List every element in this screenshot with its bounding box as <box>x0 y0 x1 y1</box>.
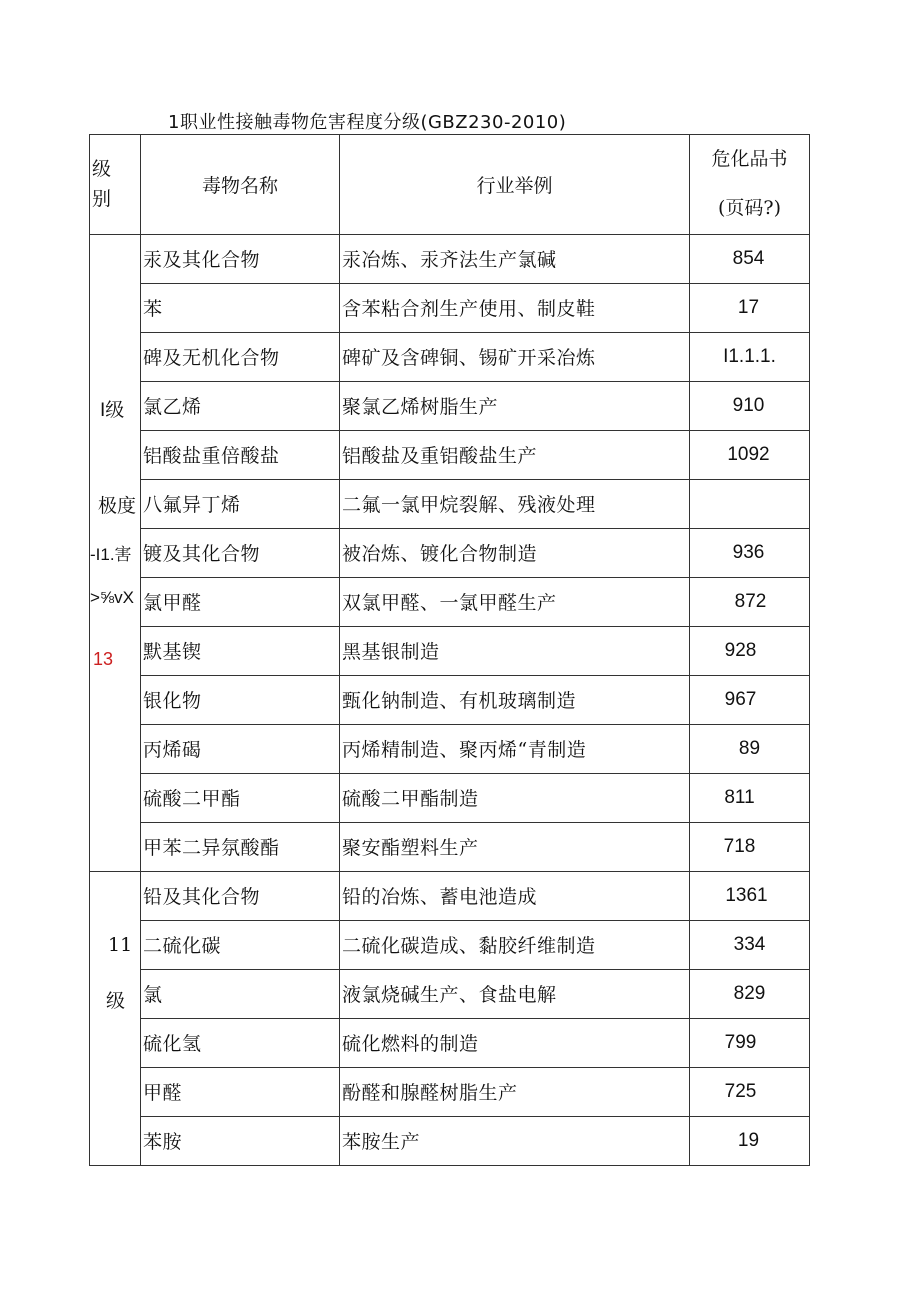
page-ref <box>690 1067 810 1116</box>
toxin-name: 氯甲醛 <box>141 577 340 626</box>
page-ref-value: 910 <box>732 394 765 416</box>
header-grade-line2: 别 <box>92 188 112 211</box>
header-page-line2: (页码?) <box>717 197 781 220</box>
industry-example: 酚醛和腺醛树脂生产 <box>340 1067 690 1116</box>
industry-example: 聚安酯塑料生产 <box>340 822 690 871</box>
page-ref-value: 799 <box>724 1031 757 1053</box>
toxin-name: 镀及其化合物 <box>141 528 340 577</box>
grade-1-label: I级 <box>100 399 125 421</box>
toxin-name: 甲苯二异氛酸酯 <box>141 822 340 871</box>
table-row <box>90 773 810 822</box>
table-row <box>90 822 810 871</box>
page-ref-value: 811 <box>724 786 755 808</box>
toxin-name: 铅及其化合物 <box>141 871 340 920</box>
page-ref <box>690 479 810 528</box>
page-ref-value: 936 <box>732 541 765 563</box>
page-ref-value: 928 <box>724 639 757 661</box>
page-ref <box>690 1018 810 1067</box>
toxin-name: 碑及无机化合物 <box>141 332 340 381</box>
toxin-name: 默基锲 <box>141 626 340 675</box>
table-row <box>90 234 810 283</box>
header-industry-example: 行业举例 <box>340 135 690 235</box>
grade-1-red-number: 13 <box>93 648 114 669</box>
table-row <box>90 724 810 773</box>
table-row <box>90 1018 810 1067</box>
grade-1-sub-label: 极度 <box>98 494 137 517</box>
toxin-name: 丙烯碣 <box>141 724 340 773</box>
industry-example: 二氟一氯甲烷裂解、残液处理 <box>340 479 690 528</box>
industry-example: 含苯粘合剂生产使用、制皮鞋 <box>340 283 690 332</box>
table-row <box>90 1067 810 1116</box>
toxin-name: 八氟异丁烯 <box>141 479 340 528</box>
toxicity-table <box>89 134 810 1166</box>
industry-example: 硫酸二甲酯制造 <box>340 773 690 822</box>
page-ref <box>690 724 810 773</box>
table-row <box>90 626 810 675</box>
page-ref <box>690 969 810 1018</box>
page-ref-value: 19 <box>737 1129 760 1151</box>
header-toxin-name: 毒物名称 <box>141 135 340 235</box>
page-ref <box>690 430 810 479</box>
table-row <box>90 528 810 577</box>
table-row <box>90 283 810 332</box>
document-title: 1职业性接触毒物危害程度分级(GBZ230-2010) <box>168 112 567 133</box>
table-row <box>90 1116 810 1165</box>
page-ref <box>690 1116 810 1165</box>
page-ref <box>690 920 810 969</box>
page-ref-value: 718 <box>723 835 756 857</box>
industry-example: 丙烯精制造、聚丙烯“青制造 <box>340 724 690 773</box>
industry-example: 硫化燃料的制造 <box>340 1018 690 1067</box>
page-ref <box>690 675 810 724</box>
table-header-row <box>90 135 810 235</box>
page-ref <box>690 871 810 920</box>
page-ref-value: 89 <box>738 737 761 759</box>
table-row <box>90 969 810 1018</box>
toxin-name: 银化物 <box>141 675 340 724</box>
page-ref <box>690 822 810 871</box>
page-ref-value: 17 <box>737 296 760 318</box>
grade-1-cell <box>90 234 141 871</box>
grade-1-garbled-text-2: >⅝vX <box>90 587 134 607</box>
page-ref-value: 854 <box>732 247 765 269</box>
toxin-name: 硫酸二甲酯 <box>141 773 340 822</box>
header-grade <box>90 135 141 235</box>
header-page-ref <box>690 135 810 235</box>
toxin-name: 氯 <box>141 969 340 1018</box>
toxin-name: 硫化氢 <box>141 1018 340 1067</box>
page-ref-value: 872 <box>734 590 767 612</box>
page-ref-value: 334 <box>733 933 766 955</box>
industry-example: 黑基银制造 <box>340 626 690 675</box>
industry-example: 聚氯乙烯树脂生产 <box>340 381 690 430</box>
page-ref-value: 1092 <box>727 443 770 465</box>
industry-example: 甄化钠制造、有机玻璃制造 <box>340 675 690 724</box>
grade-2-sub-label: 级 <box>106 989 126 1012</box>
table-row <box>90 332 810 381</box>
grade-1-garbled-text: -I1.害 <box>90 544 132 564</box>
page-ref <box>690 773 810 822</box>
grade-2-label: 11 <box>108 933 133 956</box>
toxin-name: 二硫化碳 <box>141 920 340 969</box>
toxin-name: 甲醛 <box>141 1067 340 1116</box>
page-ref-value: 829 <box>733 982 766 1004</box>
industry-example: 碑矿及含碑铜、锡矿开采冶炼 <box>340 332 690 381</box>
industry-example: 液氯烧碱生产、食盐电解 <box>340 969 690 1018</box>
industry-example: 二硫化碳造成、黏胶纤维制造 <box>340 920 690 969</box>
grade-2-cell <box>90 871 141 1165</box>
industry-example: 苯胺生产 <box>340 1116 690 1165</box>
industry-example: 铝酸盐及重铝酸盐生产 <box>340 430 690 479</box>
industry-example: 双氯甲醛、一氯甲醛生产 <box>340 577 690 626</box>
page-ref <box>690 528 810 577</box>
industry-example: 被冶炼、镀化合物制造 <box>340 528 690 577</box>
toxin-name: 汞及其化合物 <box>141 234 340 283</box>
page-ref-value: 967 <box>724 688 757 710</box>
table-row <box>90 675 810 724</box>
table-row <box>90 871 810 920</box>
header-grade-line1: 级 <box>92 158 112 180</box>
page-ref-value: I1.1.1. <box>723 345 776 367</box>
table-row <box>90 479 810 528</box>
toxin-name: 铝酸盐重倍酸盐 <box>141 430 340 479</box>
page-ref-value: 725 <box>724 1080 757 1102</box>
page-ref <box>690 577 810 626</box>
page-ref <box>690 332 810 381</box>
table-row <box>90 430 810 479</box>
toxin-name: 苯 <box>141 283 340 332</box>
page-ref <box>690 283 810 332</box>
toxin-name: 氯乙烯 <box>141 381 340 430</box>
table-row <box>90 577 810 626</box>
header-page-line1: 危化品书 <box>711 148 788 170</box>
page-ref <box>690 381 810 430</box>
page-ref <box>690 234 810 283</box>
table-row <box>90 381 810 430</box>
toxin-name: 苯胺 <box>141 1116 340 1165</box>
industry-example: 汞冶炼、汞齐法生产氯碱 <box>340 234 690 283</box>
table-row <box>90 920 810 969</box>
page-ref <box>690 626 810 675</box>
industry-example: 铅的冶炼、蓄电池造成 <box>340 871 690 920</box>
page-ref-value: 1361 <box>725 884 768 906</box>
